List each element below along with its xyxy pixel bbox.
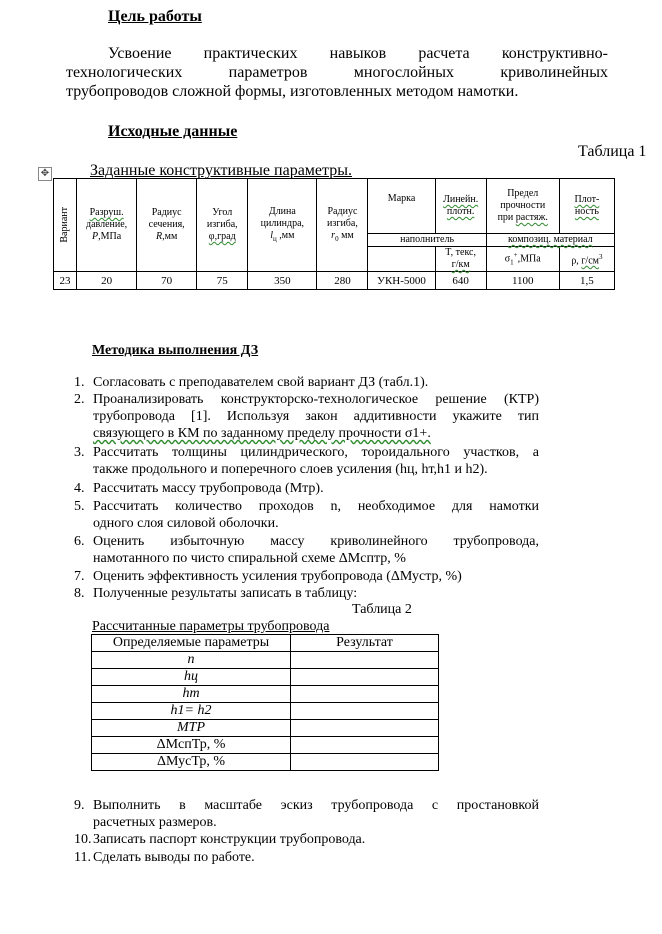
list-item: Записать паспорт конструкции трубопровода.	[93, 832, 366, 847]
angle-header: Угол изгиба, φ,град	[197, 179, 248, 272]
table2-label: Таблица 2	[352, 602, 412, 617]
length-header: Длина цилиндра, $l_ц$ ,мм	[248, 179, 317, 272]
list-item-number: 9.	[74, 798, 85, 813]
result-col-header: Результат	[291, 635, 439, 652]
tex-header: T, текс, г/км	[435, 247, 486, 272]
param-cell: n	[92, 652, 291, 669]
list-item: Рассчитать количество проходов n, необходимое для намотки одного слоя силовой оболочки.	[93, 499, 539, 531]
parameters-table	[53, 178, 615, 290]
list-item: Рассчитать толщины цилиндрического, тороидального участков, а также продольного и поперечного слоев усиления (hц, hт,h1 и h2).	[93, 445, 539, 477]
source-heading: Исходные данные	[108, 123, 238, 140]
list-item-number: 1.	[74, 375, 85, 390]
table1-caption: Заданные конструктивные параметры.	[90, 162, 352, 179]
sigma-header: $\sigma_1^+,МПа$	[486, 247, 559, 272]
result-cell[interactable]	[291, 737, 439, 754]
cell-sigma: 1100	[486, 272, 559, 290]
list-item: Проанализировать конструкторско-технологическое решение (КТР) трубопровода [1]. Используя закон аддитивности укажите тип связующего в КМ по заданному пределу прочности σ1+.	[93, 392, 539, 441]
empty-cell	[368, 247, 435, 272]
param-cell: MТР	[92, 720, 291, 737]
table-move-icon[interactable]: ✥	[38, 167, 52, 181]
result-cell[interactable]	[291, 652, 439, 669]
rho-header: ρ, $г/см^3$	[559, 247, 614, 272]
list-item-number: 10.	[74, 832, 92, 847]
cell-radius-section: 70	[137, 272, 197, 290]
cell-length: 350	[248, 272, 317, 290]
cell-rho: 1,5	[559, 272, 614, 290]
list-item: Согласовать с преподавателем свой вариант ДЗ (табл.1).	[93, 375, 429, 390]
param-cell: h1= h2	[92, 703, 291, 720]
radius-section-header: Радиус сечения, R,мм	[137, 179, 197, 272]
filler-header: наполнитель	[368, 234, 486, 247]
cell-variant: 23	[54, 272, 77, 290]
cell-pressure: 20	[77, 272, 137, 290]
list-item-number: 5.	[74, 499, 85, 514]
goal-paragraph: Усвоение практических навыков расчета конструктивно- технологических параметров многослойных криволинейных трубопроводов сложной формы, изготовленных методом намотки.	[66, 45, 608, 100]
result-cell[interactable]	[291, 703, 439, 720]
composite-header: композиц. материал	[486, 234, 614, 247]
list-item: Полученные результаты записать в таблицу:	[93, 586, 358, 601]
cell-angle: 75	[197, 272, 248, 290]
table1-label: Таблица 1	[578, 143, 647, 160]
result-cell[interactable]	[291, 720, 439, 737]
list-item: Выполнить в масштабе эскиз трубопровода с простановкой расчетных размеров.	[93, 798, 539, 830]
table2-caption: Рассчитанные параметры трубопровода	[92, 619, 330, 634]
param-cell: hц	[92, 669, 291, 686]
param-cell: hт	[92, 686, 291, 703]
results-table	[91, 634, 439, 771]
radius-bend-header: Радиус изгиба, $r_0$ мм	[317, 179, 368, 272]
linear-density-header: Линейн. плотн.	[435, 179, 486, 234]
list-item: Рассчитать массу трубопровода (Мтр).	[93, 481, 324, 496]
list-item-number: 7.	[74, 569, 85, 584]
param-cell: ΔМусТр, %	[92, 754, 291, 771]
list-item-number: 8.	[74, 586, 85, 601]
cell-brand: УКН-5000	[368, 272, 435, 290]
list-item-number: 4.	[74, 481, 85, 496]
strength-header: Предел прочности при растяж.	[486, 179, 559, 234]
density-header: Плот- ность	[559, 179, 614, 234]
brand-header: Марка	[368, 179, 435, 234]
list-item: Оценить эффективность усиления трубопровода (ΔМустр, %)	[93, 569, 462, 584]
cell-radius-bend: 280	[317, 272, 368, 290]
result-cell[interactable]	[291, 686, 439, 703]
goal-heading: Цель работы	[108, 8, 202, 25]
pressure-header: Разруш. давление, P,МПа	[77, 179, 137, 272]
result-cell[interactable]	[291, 754, 439, 771]
list-item-number: 3.	[74, 445, 85, 460]
variant-header: Вариант	[54, 179, 77, 272]
list-item-number: 6.	[74, 534, 85, 549]
method-heading: Методика выполнения ДЗ	[92, 343, 259, 358]
list-item: Сделать выводы по работе.	[93, 850, 255, 865]
params-col-header: Определяемые параметры	[92, 635, 291, 652]
list-item: Оценить избыточную массу криволинейного трубопровода, намотанного по чисто спиральной схеме ΔМсптр, %	[93, 534, 539, 566]
list-item-number: 2.	[74, 392, 85, 407]
list-item-number: 11.	[74, 850, 91, 865]
cell-tex: 640	[435, 272, 486, 290]
result-cell[interactable]	[291, 669, 439, 686]
param-cell: ΔМспТр, %	[92, 737, 291, 754]
